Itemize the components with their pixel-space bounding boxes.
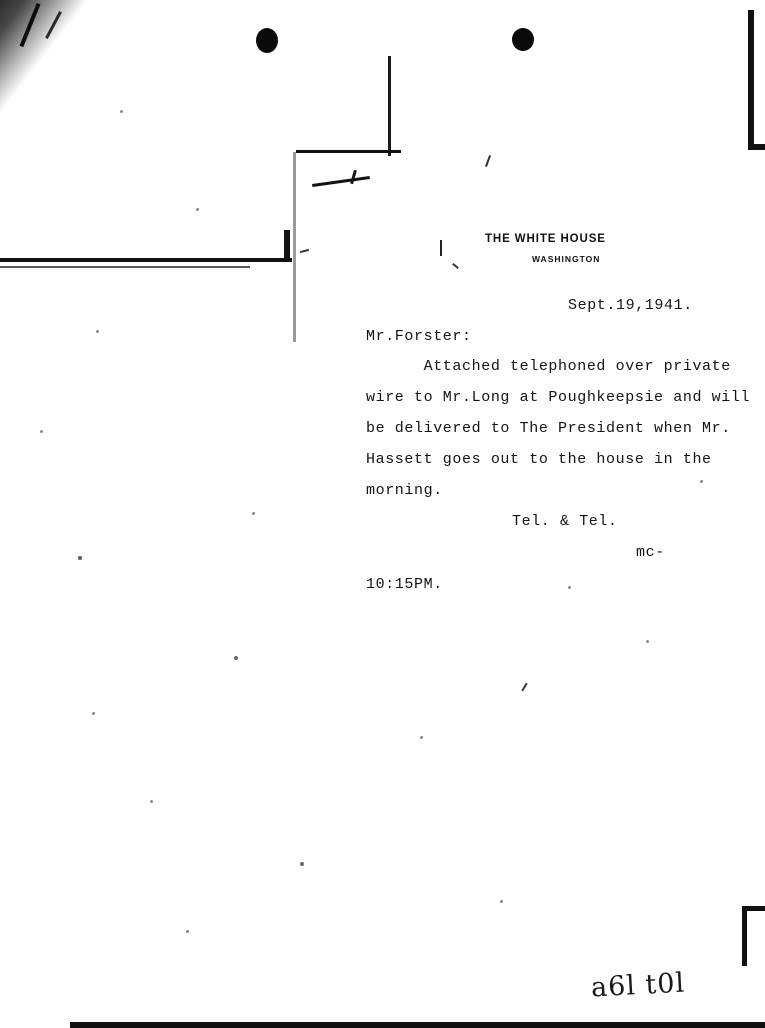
dust-speck: [420, 736, 423, 739]
memo-salutation: Mr.Forster:: [366, 328, 472, 345]
dust-speck: [234, 656, 238, 660]
memo-body-line: morning.: [366, 482, 443, 499]
memo-body-line: Attached telephoned over private: [366, 358, 731, 375]
page-edge-right-top: [748, 10, 754, 150]
page-edge-right-top-foot: [748, 144, 765, 150]
dust-speck: [186, 930, 189, 933]
tick-mark-artifact-3: [452, 263, 459, 269]
overlay-sheet-left-edge-dark: [284, 230, 290, 260]
letterhead-subtitle: WASHINGTON: [532, 254, 601, 264]
memo-body-line: Hassett goes out to the house in the: [366, 451, 712, 468]
memo-date: Sept.19,1941.: [568, 297, 693, 314]
memo-timestamp: 10:15PM.: [366, 576, 443, 593]
diagonal-streak-artifact-2: [45, 11, 62, 39]
letterhead-title: THE WHITE HOUSE: [485, 233, 606, 245]
hole-punch-blob-right: [512, 28, 534, 51]
dust-speck: [40, 430, 43, 433]
dust-speck: [150, 800, 153, 803]
tick-mark-artifact-2: [485, 155, 491, 167]
fold-line-vertical: [388, 56, 391, 156]
dust-speck: [700, 480, 703, 483]
page-edge-bottom: [70, 1022, 765, 1028]
dust-speck: [196, 208, 199, 211]
scan-band-horizontal: [0, 258, 292, 262]
dust-speck: [96, 330, 99, 333]
memo-initials: mc-: [636, 544, 665, 561]
ink-streak-artifact-2: [350, 170, 357, 184]
page-edge-right-bottom-foot: [742, 906, 765, 911]
overlay-sheet-left-edge: [293, 152, 296, 342]
dust-speck: [252, 512, 255, 515]
dust-speck: [120, 110, 123, 113]
ink-streak-artifact: [312, 176, 370, 187]
archive-reference-mark: a6l t0l: [590, 967, 686, 1004]
overlay-sheet-top-edge: [296, 150, 401, 153]
dust-speck: [500, 900, 503, 903]
tick-mark-artifact-4: [300, 249, 309, 253]
page-edge-right-bottom: [742, 906, 747, 966]
memo-body-line: wire to Mr.Long at Poughkeepsie and will: [366, 389, 751, 406]
tick-mark-artifact-5: [521, 683, 527, 692]
scan-band-horizontal-2: [0, 266, 250, 268]
dust-speck: [300, 862, 304, 866]
tick-mark-artifact: [440, 240, 442, 256]
corner-shadow-artifact: [0, 0, 120, 114]
memo-body-line: be delivered to The President when Mr.: [366, 420, 731, 437]
dust-speck: [92, 712, 95, 715]
memo-signoff: Tel. & Tel.: [512, 513, 618, 530]
dust-speck: [646, 640, 649, 643]
hole-punch-blob-left: [256, 28, 278, 53]
dust-speck: [568, 586, 571, 589]
dust-speck: [78, 556, 82, 560]
diagonal-streak-artifact: [20, 3, 41, 47]
